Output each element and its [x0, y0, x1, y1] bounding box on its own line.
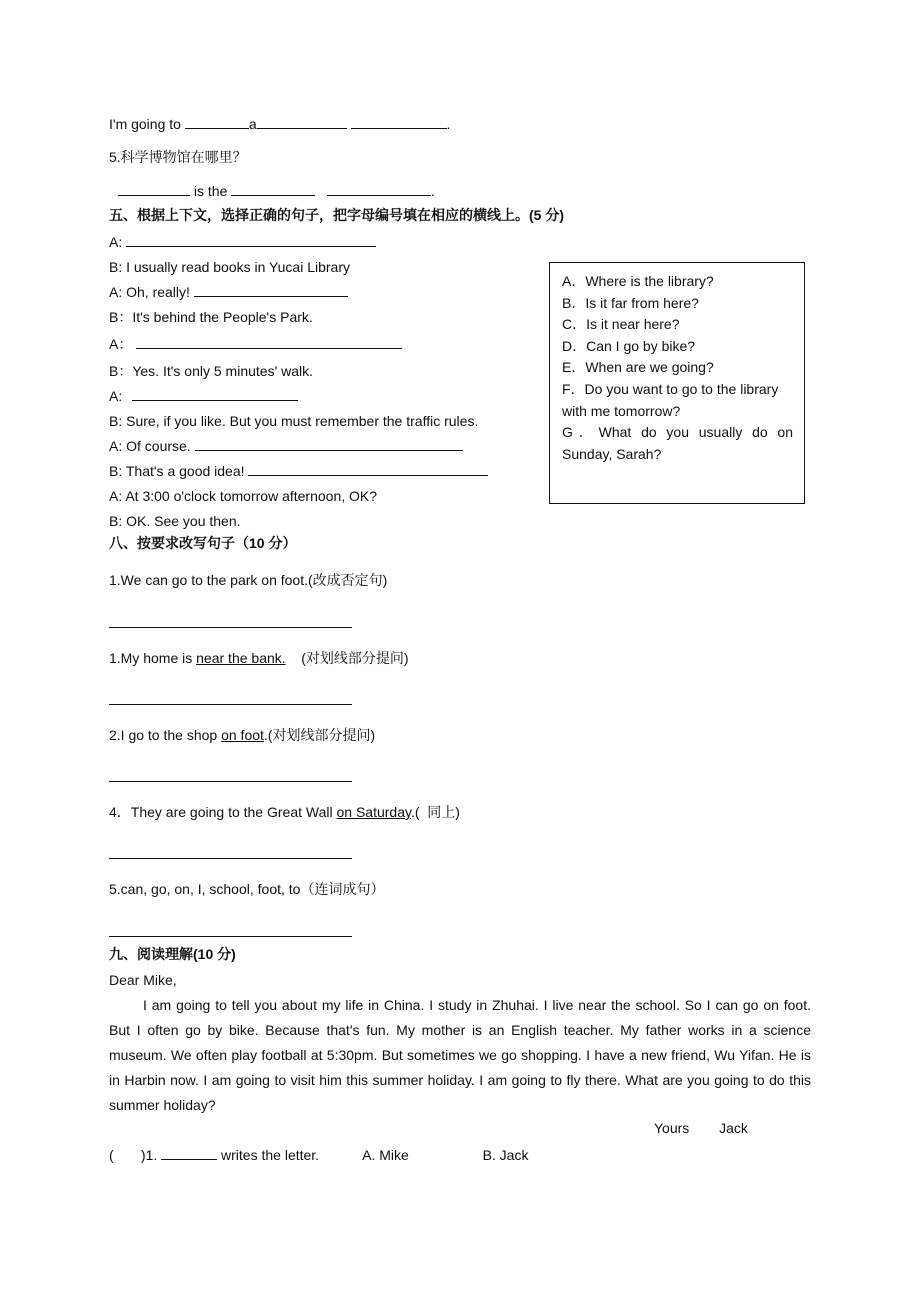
letter-body: I am going to tell you about my life in China. I study in Zhuhai. I live near the school. So I can go on foot. But I often go by bike. Because that's fun. My mother is an English teacher. My father works in a science museum. We often play football at 5:30pm. But sometimes we go shopping. I have a new friend, Wu Yifan. He is in Harbin now. I am going to visit him this summer holiday. I am going to fly there. What are you going to do this summer holiday?: [109, 997, 811, 1113]
option-d: D．Can I go by bike?: [562, 337, 696, 354]
question-5-answer-line: is the .: [118, 182, 435, 200]
answer-line[interactable]: [109, 936, 352, 937]
answer-blank[interactable]: [194, 283, 348, 297]
dialogue-line-3: [109, 283, 348, 301]
section-5-heading: 五、根据上下文，选择正确的句子，把字母编号填在相应的横线上。(5 分): [109, 207, 564, 223]
answer-blank[interactable]: [118, 182, 190, 196]
dialogue-line-11: A: At 3:00 o'clock tomorrow afternoon, OK?: [109, 488, 378, 504]
q-text: writes the letter.: [221, 1147, 320, 1163]
answer-blank[interactable]: [257, 115, 347, 129]
choice-b: B. Jack: [482, 1147, 529, 1163]
answer-line[interactable]: [109, 781, 352, 782]
line1-mid: a: [248, 116, 257, 132]
dialogue-text: A:: [109, 388, 123, 404]
q-instruction: (对划线部分提问): [285, 650, 409, 666]
options-box: [549, 262, 805, 504]
dialogue-text: A:: [109, 234, 123, 250]
dialogue-text: A：: [109, 336, 133, 352]
answer-blank[interactable]: [195, 437, 463, 451]
dialogue-line-4: B：It's behind the People's Park.: [109, 309, 313, 325]
dialogue-line-10: [109, 462, 488, 480]
answer-blank[interactable]: [231, 182, 315, 196]
dialogue-line-2: B: I usually read books in Yucai Library: [109, 259, 350, 275]
choice-a: A. Mike: [362, 1147, 409, 1163]
option-e: E．When are we going?: [562, 359, 714, 376]
dialogue-line-6: B：Yes. It's only 5 minutes' walk.: [109, 363, 314, 379]
q-instruction: .(对划线部分提问): [263, 727, 376, 743]
q-text: 1.My home is: [109, 650, 197, 666]
dialogue-text: A: Of course.: [109, 438, 191, 454]
q5-mid: is the: [193, 183, 228, 199]
option-c: C．Is it near here?: [562, 316, 680, 333]
letter-salutation: Dear Mike,: [109, 972, 177, 988]
rewrite-q2: [109, 726, 375, 744]
dialogue-line-1: [109, 233, 376, 251]
dialogue-line-9: [109, 437, 463, 455]
closing-yours: Yours: [654, 1120, 690, 1136]
q-text: 4．They are going to the Great Wall: [109, 804, 337, 820]
answer-blank[interactable]: [132, 387, 298, 401]
answer-line[interactable]: [109, 704, 352, 705]
q-text: 2.I go to the shop: [109, 727, 222, 743]
q-instruction: .( 同上): [410, 804, 460, 820]
answer-blank[interactable]: [126, 233, 376, 247]
rewrite-q5: 5.can, go, on, I, school, foot, to（连词成句）: [109, 881, 385, 897]
rewrite-q4: [109, 803, 460, 821]
answer-blank[interactable]: [351, 115, 447, 129]
question-5-label: 5.科学博物馆在哪里？: [109, 149, 247, 165]
section-8-heading: 八、按要求改写句子（10 分）: [109, 535, 297, 551]
dialogue-line-12: B: OK. See you then.: [109, 513, 241, 529]
answer-bracket[interactable]: ( ): [109, 1147, 146, 1163]
rewrite-q1b: [109, 649, 409, 667]
reading-question-1: [109, 1146, 528, 1164]
dialogue-text: B: That's a good idea!: [109, 463, 245, 479]
answer-blank[interactable]: [185, 115, 249, 129]
rewrite-q1a: 1.We can go to the park on foot.(改成否定句): [109, 572, 388, 588]
answer-blank[interactable]: [136, 335, 402, 349]
option-b: B．Is it far from here?: [562, 294, 699, 311]
answer-line[interactable]: [109, 627, 352, 628]
underlined-part: on foot: [221, 727, 264, 743]
option-a: A．Where is the library?: [562, 273, 714, 289]
dialogue-line-8: B: Sure, if you like. But you must remember the traffic rules.: [109, 413, 479, 429]
option-f: F．Do you want to go to the library with me tomorrow?: [562, 380, 779, 419]
closing-name: Jack: [719, 1120, 748, 1136]
dialogue-line-5: [109, 335, 402, 353]
option-g: G．What do you usually do on Sunday, Sarah?: [562, 424, 793, 462]
underlined-part: near the bank.: [196, 650, 286, 666]
q-number: 1.: [145, 1147, 158, 1163]
answer-line[interactable]: [109, 858, 352, 859]
dialogue-line-7: [109, 387, 298, 405]
underlined-part: on Saturday: [336, 804, 411, 820]
letter-closing: [654, 1119, 748, 1137]
section-9-heading: 九、阅读理解(10 分): [109, 946, 236, 962]
line1-prefix: I'm going to: [109, 116, 181, 132]
dialogue-text: A: Oh, really!: [109, 284, 190, 300]
answer-blank[interactable]: [161, 1146, 217, 1160]
question-line-going: I'm going to a .: [109, 116, 451, 132]
answer-blank[interactable]: [248, 462, 488, 476]
answer-blank[interactable]: [327, 182, 431, 196]
